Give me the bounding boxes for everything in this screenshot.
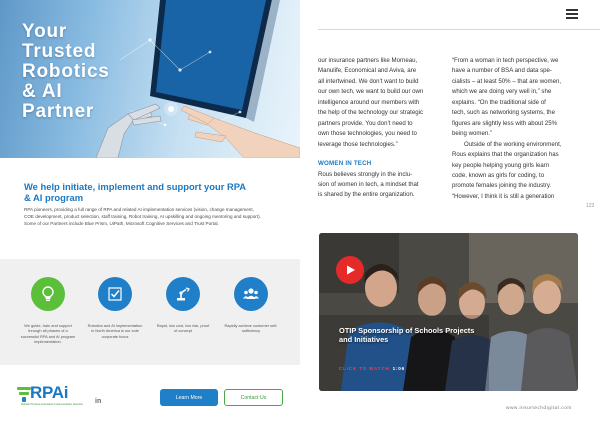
video-duration: 1:06 bbox=[392, 366, 405, 371]
feature-text: Robotics and AI implementation in North America is our sole corporate focus bbox=[87, 323, 143, 339]
article-line: “However, I think it is still a generation bbox=[452, 192, 555, 200]
feature-text: We guide, train and support through all phases of a successful RPA and AI program implementation. bbox=[20, 323, 76, 345]
hero-title-line: Trusted bbox=[22, 41, 97, 62]
section-subhead: WOMEN IN TECH bbox=[318, 160, 372, 168]
feature-focus bbox=[87, 277, 143, 339]
feature-guide bbox=[20, 277, 76, 345]
article-line: intelligence around our members with bbox=[318, 98, 420, 106]
article-line: have a number of BSA and data spe- bbox=[452, 67, 552, 75]
linkedin-icon[interactable]: in bbox=[95, 398, 102, 405]
article-line: code, known as girls for coding, to bbox=[452, 171, 545, 179]
article-line: our own tech, we want to build our own bbox=[318, 88, 424, 96]
article-line: Outside of the working environment, bbox=[464, 140, 562, 148]
watch-link[interactable] bbox=[339, 366, 405, 371]
article-column-2 bbox=[452, 56, 582, 202]
article-line: which we are doing very well in,” she bbox=[452, 88, 552, 96]
article-line: our insurance partners like Morneau, bbox=[318, 57, 418, 64]
header-divider bbox=[318, 29, 600, 30]
logo-name: RPAi bbox=[30, 383, 69, 402]
article-line: all intertwined. We don’t want to build bbox=[318, 77, 419, 85]
feature-poc bbox=[155, 277, 211, 334]
publication-url[interactable]: www.insurtechdigital.com bbox=[506, 406, 572, 411]
article-column-1 bbox=[318, 56, 445, 201]
lightbulb-icon bbox=[31, 277, 65, 311]
article-line: Rous believes strongly in the inclu- bbox=[318, 170, 413, 178]
right-page-article bbox=[300, 0, 600, 424]
feature-self-sufficiency bbox=[223, 277, 279, 334]
feature-text: Rapid, low cost, low risk, proof of concept bbox=[156, 323, 210, 334]
hero-title-line: Robotics bbox=[22, 61, 110, 82]
article-line: is shared by the entire organization. bbox=[318, 191, 415, 199]
hero-banner bbox=[0, 0, 300, 158]
article-line: tech, such as networking systems, the bbox=[452, 109, 555, 117]
feature-text: Rapidly achieve customer self-sufficiency bbox=[224, 323, 278, 334]
article-line: sion of women in tech, a mindset that bbox=[318, 180, 419, 188]
team-icon bbox=[234, 277, 268, 311]
help-description: RPA pioneers, providing a full range of RPA and related AI implementation services (vision, change management, COE development, product selection, staff training, Robot training, AI upskilling and ongoing mentoring and support). Some of our Partners include Blue Prism, UiPath, Microsoft Cognitive Services and Trust Portal. bbox=[24, 207, 261, 227]
article-line: explains. “On the traditional side of bbox=[452, 98, 546, 106]
article-line: figures are slightly less with about 25% bbox=[452, 119, 558, 127]
page-number: 123 bbox=[586, 203, 595, 209]
hero-title-line: Partner bbox=[22, 101, 95, 122]
article-line: being women.” bbox=[452, 130, 492, 138]
article-line: leverage those technologies.” bbox=[318, 140, 398, 148]
watch-label: CLICK TO WATCH bbox=[339, 366, 390, 371]
robot-arm-icon bbox=[166, 277, 200, 311]
contact-us-button[interactable]: Contact Us bbox=[224, 389, 283, 406]
article-line: “From a woman in tech perspective, we bbox=[452, 57, 559, 64]
article-line: Rous explains that the organization has bbox=[452, 151, 559, 159]
features-band bbox=[0, 259, 300, 365]
help-heading: We help initiate, implement and support your RPA & AI program bbox=[24, 181, 246, 203]
checklist-icon bbox=[98, 277, 132, 311]
video-player[interactable] bbox=[319, 233, 578, 391]
play-button[interactable] bbox=[336, 256, 364, 284]
article-line: own those technologies, you need to bbox=[318, 130, 417, 138]
article-line: partners provide. You don’t need to bbox=[318, 119, 413, 127]
article-line: key people helping young girls learn bbox=[452, 161, 550, 169]
hero-title-line: Your bbox=[22, 21, 68, 42]
article-line: promote females joining the industry. bbox=[452, 182, 552, 190]
logo-tagline: Robotic Process Automation Implementation Services bbox=[21, 403, 83, 406]
article-line: cialists – at least 50% – that are women, bbox=[452, 77, 562, 85]
rpai-logo[interactable] bbox=[16, 384, 88, 410]
hero-title bbox=[22, 22, 182, 122]
article-line: Manulife, Economical and Aviva, are bbox=[318, 67, 417, 75]
video-title: OTIP Sponsorship of Schools Projects and Initiatives bbox=[339, 326, 475, 344]
play-icon bbox=[344, 264, 356, 276]
hero-title-line: & AI bbox=[22, 81, 63, 102]
article-line: the help of the technology our strategic bbox=[318, 109, 424, 117]
hamburger-menu-icon[interactable] bbox=[566, 9, 578, 19]
learn-more-button[interactable]: Learn More bbox=[160, 389, 218, 406]
